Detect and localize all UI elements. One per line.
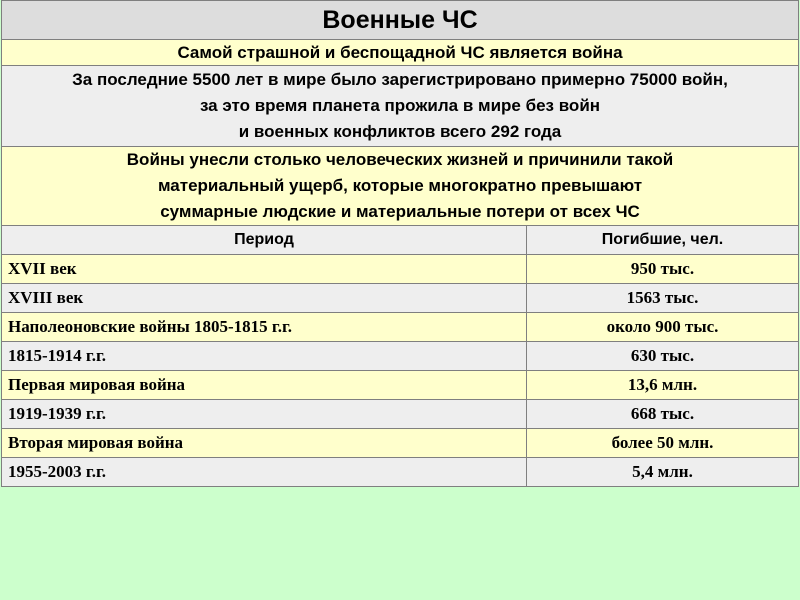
period-cell: Наполеоновские войны 1805-1815 г.г. bbox=[2, 313, 527, 342]
table-row bbox=[2, 342, 799, 371]
period-cell: 1955-2003 г.г. bbox=[2, 458, 527, 487]
table-row bbox=[2, 313, 799, 342]
deaths-cell: 13,6 млн. bbox=[527, 371, 799, 400]
table-row bbox=[2, 284, 799, 313]
deaths-cell: 5,4 млн. bbox=[527, 458, 799, 487]
period-cell: Первая мировая война bbox=[2, 371, 527, 400]
history-statement bbox=[2, 66, 799, 147]
table-row bbox=[2, 371, 799, 400]
losses-line: суммарные людские и материальные потери от всех ЧС bbox=[160, 202, 640, 221]
losses-line: материальный ущерб, которые многократно превышают bbox=[157, 176, 643, 195]
table-row bbox=[2, 458, 799, 487]
deaths-cell: около 900 тыс. bbox=[527, 313, 799, 342]
deaths-cell: более 50 млн. bbox=[527, 429, 799, 458]
period-cell: Вторая мировая война bbox=[2, 429, 527, 458]
column-header-period: Период bbox=[2, 226, 527, 255]
slide-title: Военные ЧС bbox=[2, 1, 799, 40]
history-line: За последние 5500 лет в мире было зарегистрировано примерно 75000 войн, bbox=[72, 70, 728, 89]
table-row bbox=[2, 255, 799, 284]
war-casualties-table bbox=[1, 0, 799, 487]
losses-statement bbox=[2, 147, 799, 226]
history-line: за это время планета прожила в мире без войн bbox=[199, 96, 601, 115]
period-cell: 1919-1939 г.г. bbox=[2, 400, 527, 429]
table-row bbox=[2, 400, 799, 429]
column-header-deaths: Погибшие, чел. bbox=[527, 226, 799, 255]
deaths-cell: 950 тыс. bbox=[527, 255, 799, 284]
period-cell: XVIII век bbox=[2, 284, 527, 313]
period-cell: XVII век bbox=[2, 255, 527, 284]
period-cell: 1815-1914 г.г. bbox=[2, 342, 527, 371]
history-line: и военных конфликтов всего 292 года bbox=[238, 122, 562, 141]
deaths-cell: 630 тыс. bbox=[527, 342, 799, 371]
losses-line: Войны унесли столько человеческих жизней и причинили такой bbox=[126, 150, 674, 169]
table-row bbox=[2, 429, 799, 458]
deaths-cell: 1563 тыс. bbox=[527, 284, 799, 313]
slide-subtitle: Самой страшной и беспощадной ЧС является война bbox=[2, 40, 799, 66]
deaths-cell: 668 тыс. bbox=[527, 400, 799, 429]
